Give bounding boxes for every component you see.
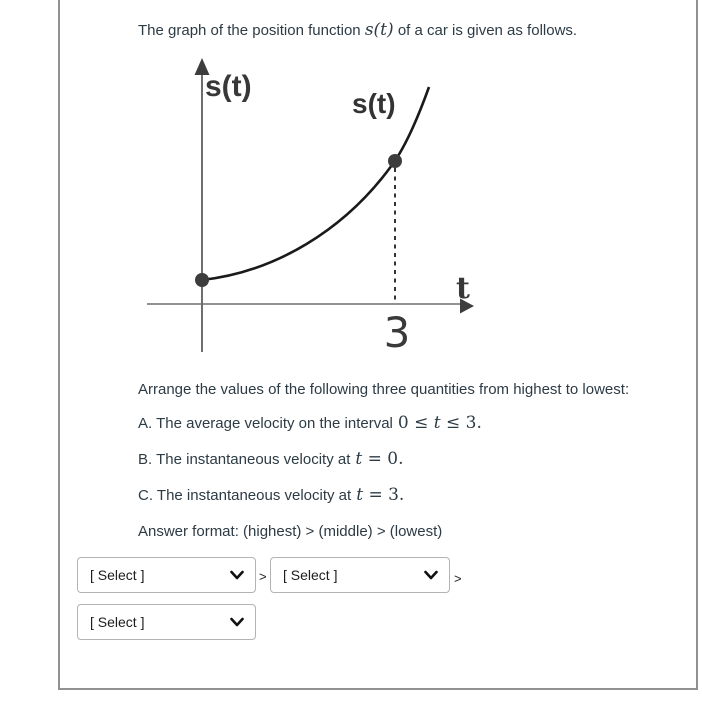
answer-format-line: Answer format: (highest) > (middle) > (lowest): [138, 523, 443, 540]
chevron-down-icon: [230, 617, 244, 627]
quantity-item-c: [138, 486, 404, 505]
intro-prefix: The graph of the position function: [138, 22, 361, 39]
quantity-item-b: [138, 450, 404, 469]
gt-separator-2: >: [454, 571, 462, 586]
chevron-down-icon: [424, 570, 438, 580]
y-axis-label: s(t): [205, 70, 252, 103]
intro-suffix: of a car is given as follows.: [397, 22, 578, 39]
item-c-math: t = 3.: [356, 485, 405, 505]
select-highest-value: [ Select ]: [90, 567, 145, 583]
point-t3: [388, 154, 402, 168]
answer-select-highest[interactable]: [77, 557, 256, 593]
question-intro: [138, 21, 577, 40]
item-a-label: A.: [138, 415, 153, 432]
item-b-text: The instantaneous velocity at: [156, 451, 351, 468]
arrange-instruction: Arrange the values of the following three quantities from highest to lowest:: [138, 381, 630, 398]
item-c-label: C.: [138, 487, 153, 504]
point-t0: [195, 273, 209, 287]
x-axis-label: t: [456, 271, 470, 306]
answer-select-middle[interactable]: [270, 557, 450, 593]
select-middle-value: [ Select ]: [283, 567, 338, 583]
position-graph-svg: [140, 55, 480, 360]
quantity-item-a: [138, 414, 482, 433]
answer-select-lowest[interactable]: [77, 604, 256, 640]
select-lowest-value: [ Select ]: [90, 614, 145, 630]
position-graph: [140, 55, 480, 360]
curve-label: s(t): [352, 88, 396, 119]
item-b-math: t = 0.: [355, 449, 404, 469]
item-a-math: 0 ≤ t ≤ 3.: [397, 413, 482, 433]
question-panel: [58, 0, 698, 690]
gt-separator-1: >: [259, 569, 267, 584]
chevron-down-icon: [230, 570, 244, 580]
item-a-text: The average velocity on the interval: [156, 415, 393, 432]
item-c-text: The instantaneous velocity at: [156, 487, 352, 504]
x-tick-label: 3: [383, 308, 411, 357]
intro-math: s(t): [364, 20, 394, 40]
item-b-label: B.: [138, 451, 153, 468]
